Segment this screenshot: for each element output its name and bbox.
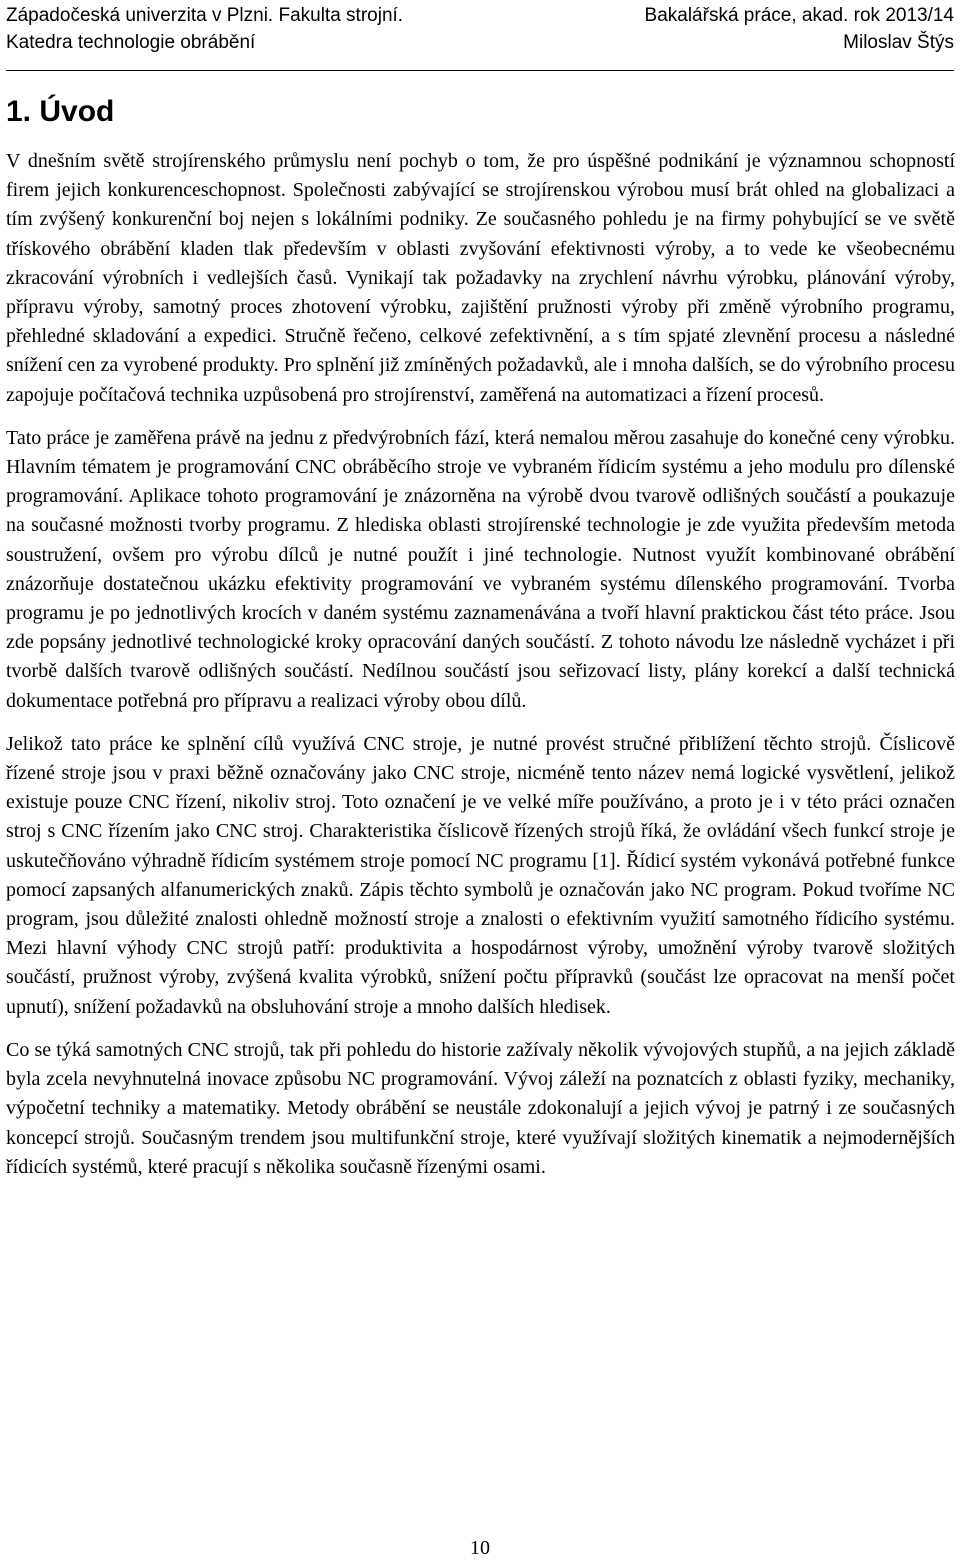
header-university: Západočeská univerzita v Plzni. Fakulta strojní. [6, 5, 404, 26]
page-footer [0, 1536, 960, 1560]
paragraph-3: Jelikož tato práce ke splnění cílů využívá CNC stroje, je nutné provést stručné přiblížení těchto strojů. Číslicově řízené stroje jsou v praxi běžně označovány jako CNC stroje, nicméně tento název nemá logické vysvětlení, jelikož existuje pouze CNC řízení, nikoliv stroj. Toto označení je ve velké míře používáno, a proto je i v této práci označen stroj s CNC řízením jako CNC stroj. Charakteristika číslicově řízených strojů říká, že ovládání všech funkcí stroje je uskutečňováno výhradně řídicím systémem stroje pomocí NC programu [1]. Řídicí systém vykonává potřebné funkce pomocí zapsaných alfanumerických znaků. Zápis těchto symbolů je označován jako NC program. Pokud tvoříme NC program, jsou důležité znalosti ohledně možností stroje a znalosti o efektivním využití samotného řídicího systému. Mezi hlavní výhody CNC strojů patří: produktivita a hospodárnost výroby, umožnění výroby tvarově složitých součástí, pružnost výroby, zvýšená kvalita výrobků, snížení počtu přípravků (součást lze opracovat na menší počet upnutí), snížení požadavků na obsluhování stroje a mnoho dalších hledisek. [6, 732, 955, 1018]
header-row-top [6, 2, 954, 29]
header-author: Miloslav Štýs [843, 32, 954, 53]
header-thesis: Bakalářská práce, akad. rok 2013/14 [644, 5, 954, 26]
page-content [6, 86, 955, 1196]
paragraph-1: V dnešním světě strojírenského průmyslu není pochyb o tom, že pro úspěšné podnikání je významnou schopností firem jejich konkurenceschopnost. Společnosti zabývající se strojírenskou výrobou musí brát ohled na globalizaci a tím zvýšený konkurenční boj nejen s lokálními podniky. Ze současného pohledu je na firmy pohybující se ve světě třískového obrábění kladen tlak především v oblasti zvyšování efektivnosti výroby, a to vede ke všeobecnému zkracování výrobních i vedlejších časů. Vynikají tak požadavky na zrychlení návrhu výrobku, plánování výroby, přípravu výroby, samotný proces zhotovení výrobku, zajištění pružnosti výroby při změně výrobního programu, přehledné skladování a expedici. Stručně řečeno, celkové zefektivnění, a s tím spjaté zlevnění procesu a následné snížení cen za vyrobené produkty. Pro splnění již zmíněných požadavků, ale i mnoha dalších, se do výrobního procesu zapojuje počítačová technika uzpůsobená pro strojírenství, zaměřená na automatizaci a řízení procesů. [6, 150, 955, 406]
header-department: Katedra technologie obrábění [6, 32, 256, 53]
section-heading: 1. Úvod [6, 95, 115, 128]
paragraph-4: Co se týká samotných CNC strojů, tak při pohledu do historie zažívaly několik vývojových stupňů, a na jejich základě byla zcela nevyhnutelná inovace způsobu NC programování. Vývoj záleží na poznatcích z oblasti fyziky, mechaniky, výpočetní techniky a matematiky. Metody obrábění se neustále zdokonalují a jejich vývoj je patrný i ze současných koncepcí strojů. Současným trendem jsou multifunkční stroje, které využívají složitých kinematik a nejmodernějších řídicích systémů, které pracují s několika současně řízenými osami. [6, 1038, 955, 1178]
page-header [6, 0, 954, 71]
page-number: 10 [470, 1537, 490, 1559]
header-row-bottom [6, 29, 954, 56]
paragraph-2: Tato práce je zaměřena právě na jednu z předvýrobních fází, která nemalou měrou zasahuje do konečné ceny výrobku. Hlavním tématem je programování CNC obráběcího stroje ve vybraném řídicím systému a jeho modulu pro dílenské programování. Aplikace tohoto programování je znázorněna na výrobě dvou tvarově odlišných součástí a poukazuje na současné možnosti tvorby programu. Z hlediska oblasti strojírenské technologie je zde využita především metoda soustružení, ovšem pro výrobu dílců je nutné použít i jiné technologie. Nutnost využít kombinované obrábění znázorňuje dostatečnou ukázku efektivity programování ve vybraném systému dílenského programování. Tvorba programu je po jednotlivých krocích v daném systému zaznamenávána a tvoří hlavní praktickou část této práce. Jsou zde popsány jednotlivé technologické kroky opracování daných součástí. Z tohoto návodu lze následně vycházet i při tvorbě dalších tvarově odlišných součástí. Nedílnou součástí jsou seřizovací listy, plány korekcí a další technická dokumentace potřebná pro přípravu a realizaci výroby obou dílů. [6, 426, 955, 712]
